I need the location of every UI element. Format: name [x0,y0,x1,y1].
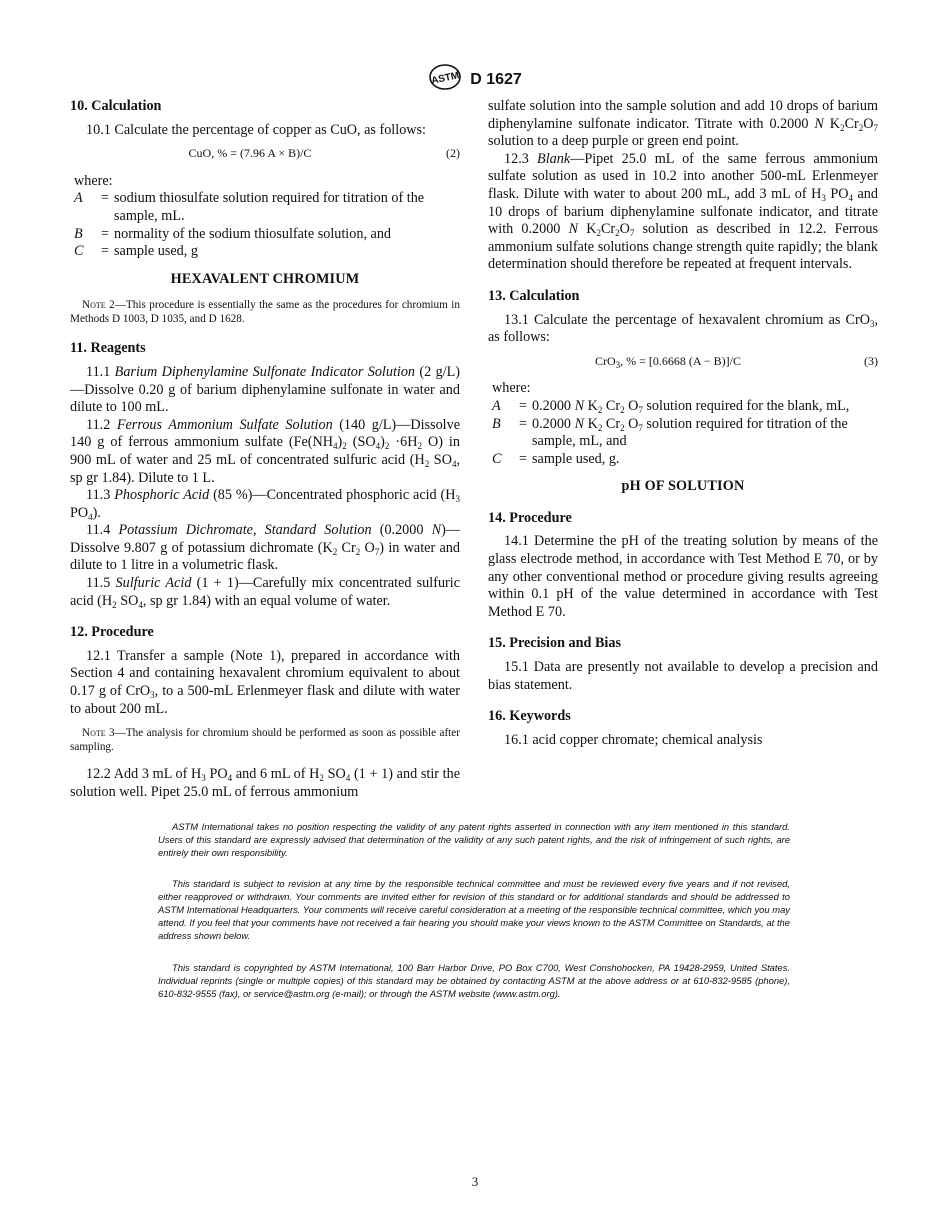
copyright-notice: This standard is copyrighted by ASTM International, 100 Barr Harbor Drive, PO Box C700, West Conshohocken, PA 19428-2959, United States. Individual reprints (single or multiple copies) of this standard may be obtained by contacting ASTM at the above address or at 610-832-9585 (phone), 610-832-9555 (fax), or service@astm.org (e-mail); or through the ASTM website (www.astm.org). [158,962,790,999]
where-list-chromium [492,380,878,468]
paragraph-14-1: 14.1 Determine the pH of the treating solution by means of the glass electrode method, in accordance with Test Method E 70, or by any other conventional method or procedure giving results agreeing within 0.1 pH of the value determined in accordance with Test Method E 70. [488,533,878,620]
paragraph-16-1: 16.1 acid copper chromate; chemical analysis [504,731,763,748]
where-item: A = sodium thiosulfate solution required for titration of the sample, mL. [74,190,425,224]
paragraph-15-1: 15.1 Data are presently not available to develop a precision and bias statement. [488,659,878,693]
patent-notice: ASTM International takes no position respecting the validity of any patent rights asserted in connection with any item mentioned in this standard. Users of this standard are expressly advised that determination of the validity of any such patent rights, and the risk of infringement of such rights, are entirely their own responsibility. [158,821,790,858]
paragraph-11-1: 11.1 Barium Diphenylamine Sulfonate Indicator Solution (2 g/L)—Dissolve 0.20 g of barium diphenylamine sulfonate in water and dilute to 100 mL. [70,363,460,416]
where-item: C = sample used, g. [492,450,620,467]
where-list-copper [74,173,460,261]
where-item: A = 0.2000 N $K_2$ $Cr_2$ $O_7$ solution required for the blank, mL, [492,397,850,415]
where-item: B = normality of the sodium thiosulfate solution, and [74,225,392,242]
paragraph-11-3: 11.3 Phosphoric Acid (85 %)—Concentrated phosphoric acid ($H_3$ $PO_4$). [70,487,460,522]
where-item: B = 0.2000 N $K_2$ $Cr_2$ $O_7$ solution required for titration of the sample, mL, and [492,415,848,450]
left-column [70,98,460,801]
equation-2-expression: CuO, % = (7.96 A × B)/C [188,146,312,161]
where-item: C = sample used, g [74,243,198,260]
paragraph-11-2: 11.2 Ferrous Ammonium Sulfate Solution (140 g/L)—Dissolve 140 g of ferrous ammonium sulfate ($Fe(NH_4)_2$ $(SO_4)_2 \cdot 6H_2$ O) in 900 mL of water and 25 mL of concentrated sulfuric acid ($H_2$ $SO_4$, sp gr 1.84). Dilute to 1 L. [70,416,461,486]
section-12-title: 12. Procedure [70,624,154,641]
section-14-title: 14. Procedure [488,509,572,526]
paragraph-11-4: 11.4 Potassium Dichromate, Standard Solution (0.2000 N)—Dissolve 9.807 g of potassium dichromate ($K_2$ $Cr_2$ $O_7$) in water and dilute to 1 litre in a volumetric flask. [70,522,460,574]
section-16-title: 16. Keywords [488,708,571,725]
note-2: Note 2—This procedure is essentially the same as the procedures for chromium in Methods D 1003, D 1035, and D 1628. [70,299,460,326]
where-label: where: [74,172,113,189]
section-10-title: 10. Calculation [70,98,162,114]
paragraph-12-2-continued: sulfate solution into the sample solution and add 10 drops of barium diphenylamine sulfonate indicator. Titrate with 0.2000 N $K_2Cr_2O_7$ solution to a deep purple or green end point. [488,98,878,150]
paragraph-12-1: 12.1 Transfer a sample (Note 1), prepared in accordance with Section 4 and containing hexavalent chromium equivalent to about 0.17 g of CrO$_3$, to a 500-mL Erlenmeyer flask and dilute with water to about 200 mL. [70,647,460,717]
equation-3-expression: CrO$_3$, % = [0.6668 (A − B)]/C [594,353,742,370]
note-3: Note 3—The analysis for chromium should be performed as soon as possible after sampling. [70,727,460,754]
paragraph-11-5: 11.5 Sulfuric Acid (1 + 1)—Carefully mix concentrated sulfuric acid ($H_2$ $SO_4$, sp gr 1.84) with an equal volume of water. [70,575,461,610]
section-15-title: 15. Precision and Bias [488,635,621,652]
page-number: 3 [471,1174,479,1189]
paragraph-12-2: 12.2 Add 3 mL of $H_3$ $PO_4$ and 6 mL of $H_2$ $SO_4$ (1 + 1) and stir the solution well. Pipet 25.0 mL of ferrous ammonium [70,766,461,800]
section-11-title: 11. Reagents [70,340,146,357]
astm-logo-icon [428,64,462,95]
paragraph-12-3: 12.3 Blank—Pipet 25.0 mL of the same ferrous ammonium sulfate solution as used in 10.2 into another 500-mL Erlenmeyer flask. Dilute with water to about 200 mL, add 3 mL of $H_3$ $PO_4$ and 10 drops of barium diphenylamine sulfonate indicator, and titrate with 0.2000 N $K_2Cr_2O_7$ solution as described in 12.2. Ferrous ammonium sulfate solutions change strength quite rapidly; the blank determination should therefore be repeated at frequent intervals. [488,150,878,273]
right-column [488,98,878,749]
equation-3 [488,353,878,371]
equation-2 [70,145,460,163]
ph-of-solution-heading: pH OF SOLUTION [621,478,745,495]
svg-text:ASTM: ASTM [430,70,461,87]
paragraph-13-1: 13.1 Calculate the percentage of hexavalent chromium as CrO$_3$, as follows: [488,311,878,346]
hexavalent-chromium-heading: HEXAVALENT CHROMIUM [170,270,360,287]
page-header [0,64,950,95]
paragraph-10-1: 10.1 Calculate the percentage of copper as CuO, as follows: [86,121,426,138]
section-13-title: 13. Calculation [488,287,580,304]
equation-2-number: (2) [446,146,460,161]
where-label: where: [492,380,531,397]
document-designation: D 1627 [470,70,522,88]
revision-notice: This standard is subject to revision at any time by the responsible technical committee and must be reviewed every five years and if not revised, either reapproved or withdrawn. Your comments are invited either for revision of this standard or for additional standards and should be addressed to ASTM International Headquarters. Your comments will receive careful consideration at a meeting of the responsible technical committee, which you may attend. If you feel that your comments have not received a fair hearing you should make your views known to the ASTM Committee on Standards, at the address shown below. [158,878,790,941]
equation-3-number: (3) [864,353,878,368]
